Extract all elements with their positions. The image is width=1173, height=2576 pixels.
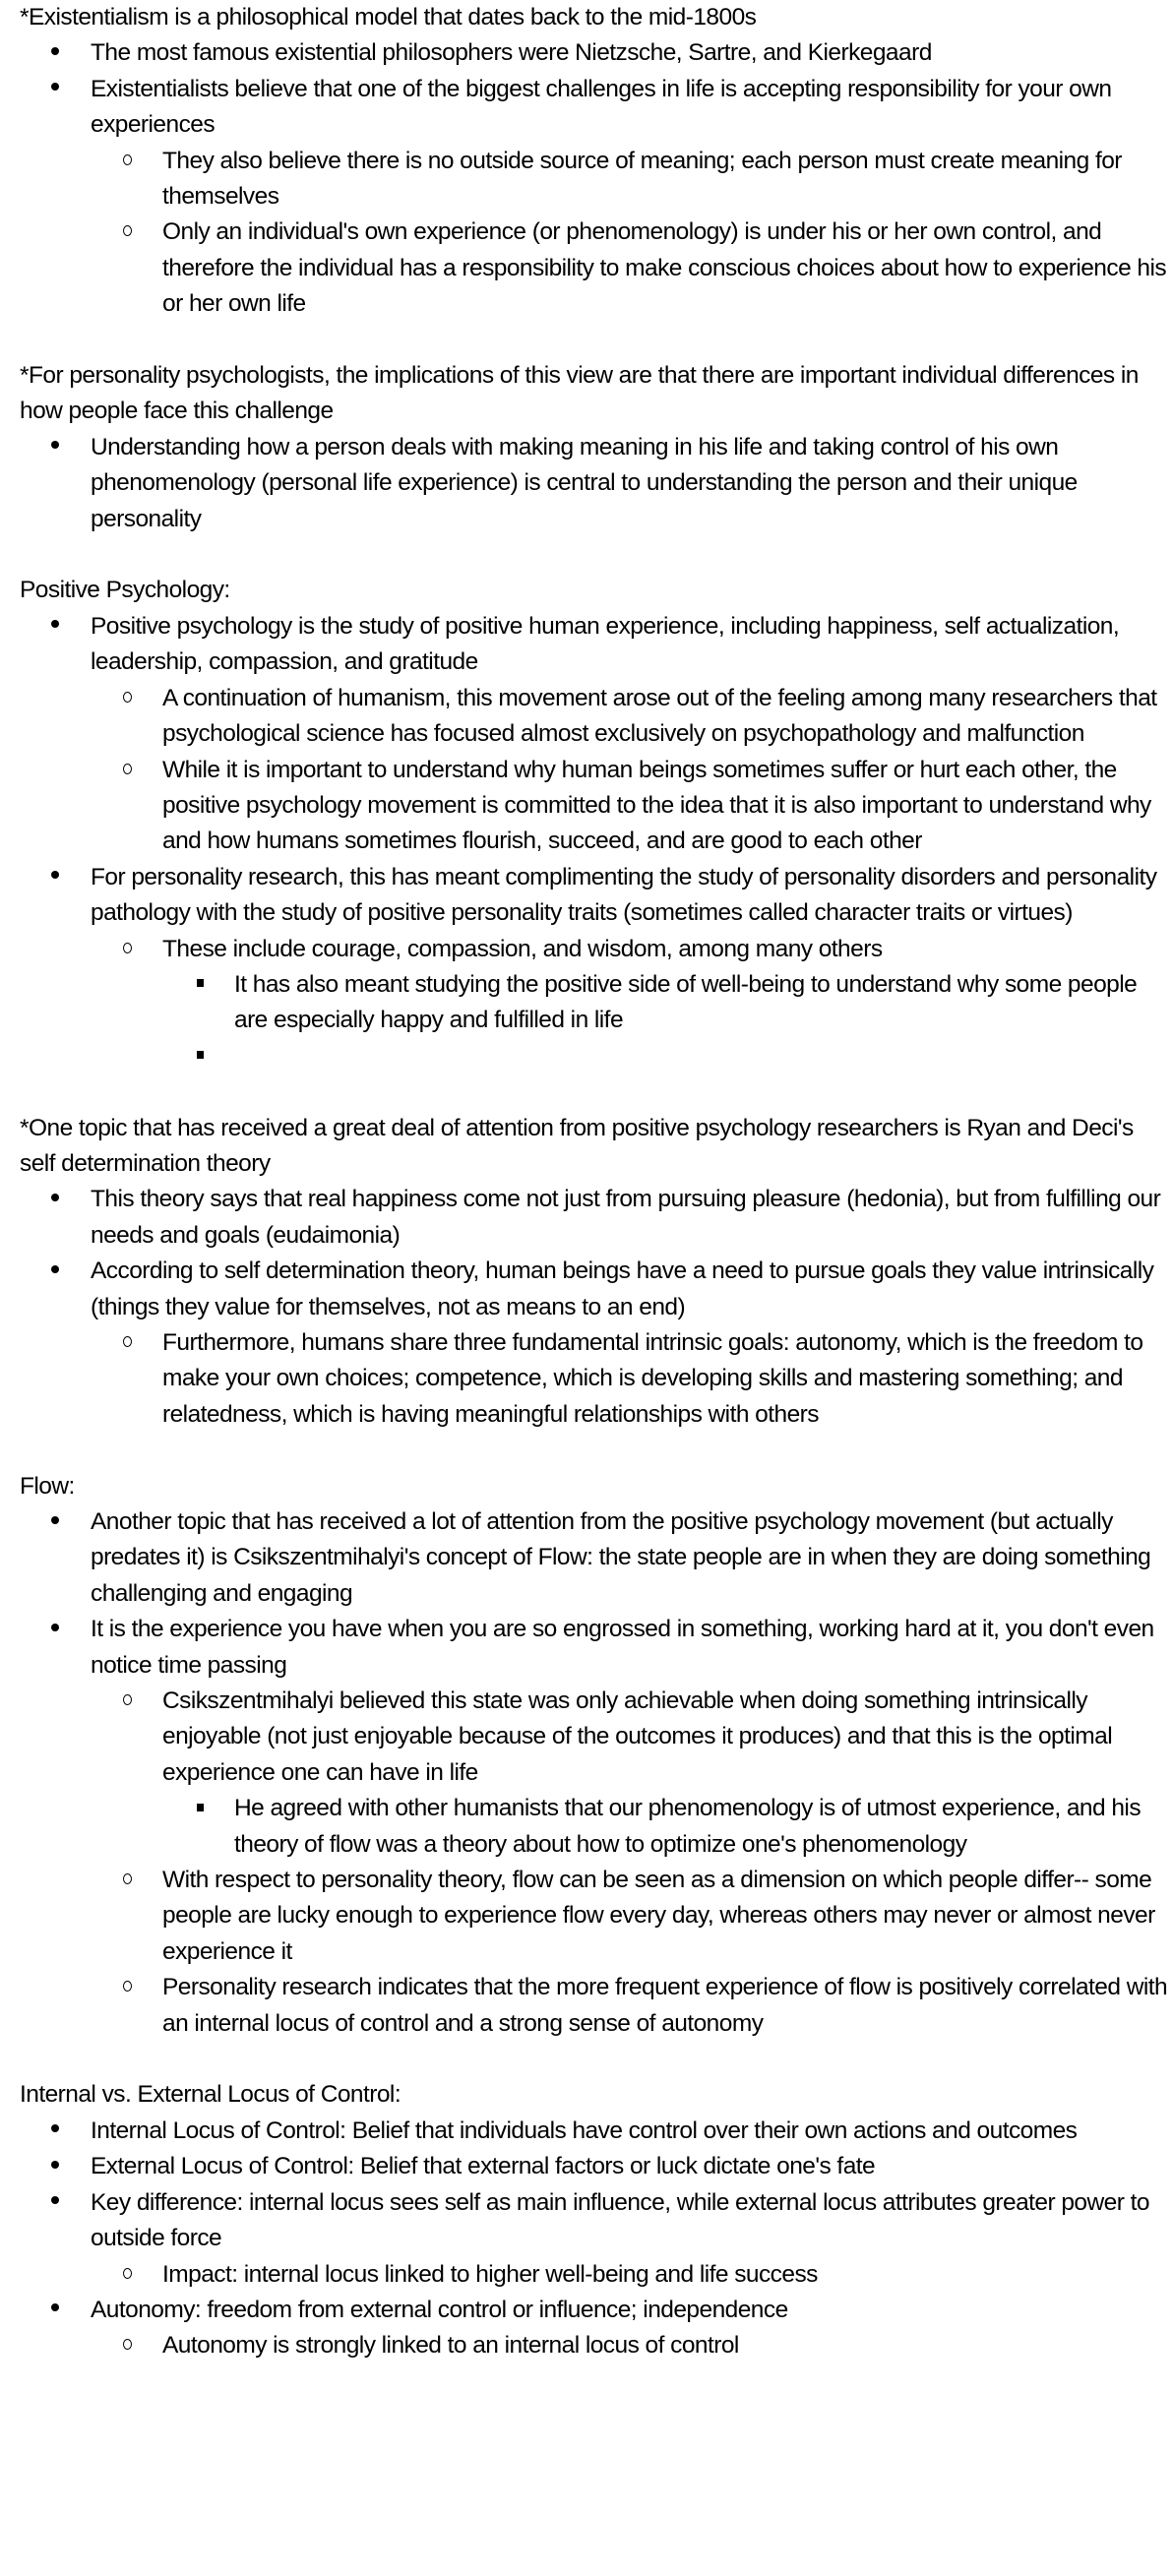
section-heading: *One topic that has received a great deal of attention from positive psychology researchers is Ryan and Deci's self determination theory: [20, 1114, 1134, 1177]
list-item-text: These include courage, compassion, and wisdom, among many others: [162, 935, 883, 962]
list-item-text: The most famous existential philosophers were Nietzsche, Sartre, and Kierkegaard: [91, 39, 932, 67]
bullet-icon: [51, 2293, 59, 2328]
list-item-text: It is the experience you have when you are so engrossed in something, working hard at it, you don't even notice time passing: [91, 1616, 1154, 1679]
list-item: [20, 932, 1173, 967]
list-item: [20, 967, 1173, 1039]
bullet-icon: [51, 1612, 59, 1647]
list-item-text: This theory says that real happiness come not just from pursuing pleasure (hedonia), but from fulfilling our needs and goals (eudaimonia): [91, 1186, 1161, 1249]
square-bullet-icon: [197, 1791, 204, 1826]
blank-line: [20, 1074, 1173, 1110]
bullet-icon: [51, 609, 59, 644]
hollow-bullet-icon: [123, 932, 132, 967]
list-item: [20, 144, 1173, 215]
list-item-text: Existentialists believe that one of the biggest challenges in life is accepting responsibility for your own experiences: [91, 75, 1112, 139]
list-item: [20, 1325, 1173, 1433]
list-item-text: Csikszentmihalyi believed this state was only achievable when doing something intrinsically enjoyable (not just enjoyable because of the outcomes it produces) and that this is the optimal experience one can have in life: [162, 1687, 1113, 1786]
bullet-icon: [51, 430, 59, 465]
hollow-bullet-icon: [123, 681, 132, 716]
list-item: [20, 2328, 1173, 2363]
bullet-icon: [51, 2114, 59, 2149]
list-item-text: External Locus of Control: Belief that external factors or luck dictate one's fate: [91, 2153, 876, 2180]
list-item-text: [234, 1039, 1173, 1074]
hollow-bullet-icon: [123, 1325, 132, 1361]
list-item: [20, 681, 1173, 753]
list-item: [20, 215, 1173, 322]
list-item: [20, 2149, 1173, 2184]
list-item-text: Only an individual's own experience (or phenomenology) is under his or her own control, and therefore the individual has a responsibility to make conscious choices about how to experience his or her own life: [162, 218, 1167, 318]
list-item-text: It has also meant studying the positive side of well-being to understand why some people are especially happy and fulfilled in life: [234, 970, 1138, 1034]
bullet-icon: [51, 2149, 59, 2184]
list-item-text: Autonomy: freedom from external control or influence; independence: [91, 2296, 788, 2323]
list-item: [20, 860, 1173, 932]
list-item-text: Furthermore, humans share three fundamental intrinsic goals: autonomy, which is the freedom to make your own choices; competence, which is developing skills and mastering something; and relatedness, which is having meaningful relationships with others: [162, 1328, 1143, 1428]
section-heading: Flow:: [20, 1472, 75, 1500]
list-item-text: Autonomy is strongly linked to an internal locus of control: [162, 2332, 739, 2360]
list-item-text: Another topic that has received a lot of attention from the positive psychology movement (but actually predates it) is Csikszentmihalyi's concept of Flow: the state people are in when they are doing something challenging and engaging: [91, 1508, 1151, 1607]
list-item: [20, 2114, 1173, 2149]
square-bullet-icon: [197, 1039, 204, 1074]
square-bullet-icon: [197, 967, 204, 1003]
list-item-text: Internal Locus of Control: Belief that individuals have control over their own actions and outcomes: [91, 2116, 1078, 2144]
bullet-icon: [51, 860, 59, 895]
blank-line: [20, 323, 1173, 358]
list-item-text: Personality research indicates that the more frequent experience of flow is positively correlated with an internal locus of control and a strong sense of autonomy: [162, 1974, 1168, 2037]
hollow-bullet-icon: [123, 753, 132, 788]
hollow-bullet-icon: [123, 144, 132, 179]
list-item: [20, 1684, 1173, 1791]
list-item: [20, 72, 1173, 144]
hollow-bullet-icon: [123, 1863, 132, 1898]
list-item: [20, 1039, 1173, 1074]
list-item: [20, 1791, 1173, 1863]
list-item: [20, 1182, 1173, 1254]
hollow-bullet-icon: [123, 2328, 132, 2363]
bullet-icon: [51, 1504, 59, 1540]
list-item: [20, 1254, 1173, 1325]
bullet-icon: [51, 35, 59, 71]
section-heading: *For personality psychologists, the implications of this view are that there are important individual differences in how people face this challenge: [20, 362, 1139, 425]
hollow-bullet-icon: [123, 2257, 132, 2293]
blank-line: [20, 2042, 1173, 2077]
bullet-icon: [51, 1182, 59, 1217]
hollow-bullet-icon: [123, 1684, 132, 1719]
list-item-text: With respect to personality theory, flow can be seen as a dimension on which people differ-- some people are lucky enough to experience flow every day, whereas others may never or almost never experience it: [162, 1867, 1155, 1965]
list-item-text: While it is important to understand why human beings sometimes suffer or hurt each other, the positive psychology movement is committed to the idea that it is also important to understand why and how humans sometimes flourish, succeed, and are good to each other: [162, 756, 1151, 855]
bullet-icon: [51, 72, 59, 107]
list-item-text: Key difference: internal locus sees self as main influence, while external locus attributes greater power to outside force: [91, 2188, 1149, 2252]
list-item-text: Understanding how a person deals with making meaning in his life and taking control of his own phenomenology (personal life experience) is central to understanding the person and their unique personality: [91, 433, 1078, 532]
list-item-text: A continuation of humanism, this movement arose out of the feeling among many researchers that psychological science has focused almost exclusively on psychopathology and malfunction: [162, 684, 1157, 748]
blank-line: [20, 537, 1173, 573]
list-item-text: Impact: internal locus linked to higher well-being and life success: [162, 2260, 818, 2288]
blank-line: [20, 1433, 1173, 1468]
bullet-icon: [51, 2185, 59, 2221]
list-item-text: According to self determination theory, human beings have a need to pursue goals they value intrinsically (things they value for themselves, not as means to an end): [91, 1257, 1154, 1320]
list-item: [20, 2257, 1173, 2293]
list-item-text: Positive psychology is the study of positive human experience, including happiness, self actualization, leadership, compassion, and gratitude: [91, 612, 1120, 676]
hollow-bullet-icon: [123, 215, 132, 250]
list-item-text: For personality research, this has meant complimenting the study of personality disorders and personality pathology with the study of positive personality traits (sometimes called character traits or virtues): [91, 863, 1157, 927]
list-item: [20, 1612, 1173, 1684]
list-item: [20, 35, 1173, 71]
list-item: [20, 2185, 1173, 2257]
list-item: [20, 1504, 1173, 1612]
list-item: [20, 430, 1173, 537]
section-heading: *Existentialism is a philosophical model that dates back to the mid-1800s: [20, 4, 757, 31]
list-item: [20, 2293, 1173, 2328]
section-heading: Internal vs. External Locus of Control:: [20, 2081, 401, 2109]
list-item: [20, 1863, 1173, 1970]
bullet-icon: [51, 1254, 59, 1289]
list-item-text: He agreed with other humanists that our phenomenology is of utmost experience, and his theory of flow was a theory about how to optimize one's phenomenology: [234, 1795, 1142, 1858]
list-item-text: They also believe there is no outside source of meaning; each person must create meaning for themselves: [162, 147, 1122, 211]
list-item: [20, 609, 1173, 681]
list-item: [20, 1970, 1173, 2042]
list-item: [20, 753, 1173, 860]
section-heading: Positive Psychology:: [20, 577, 230, 604]
hollow-bullet-icon: [123, 1970, 132, 2005]
